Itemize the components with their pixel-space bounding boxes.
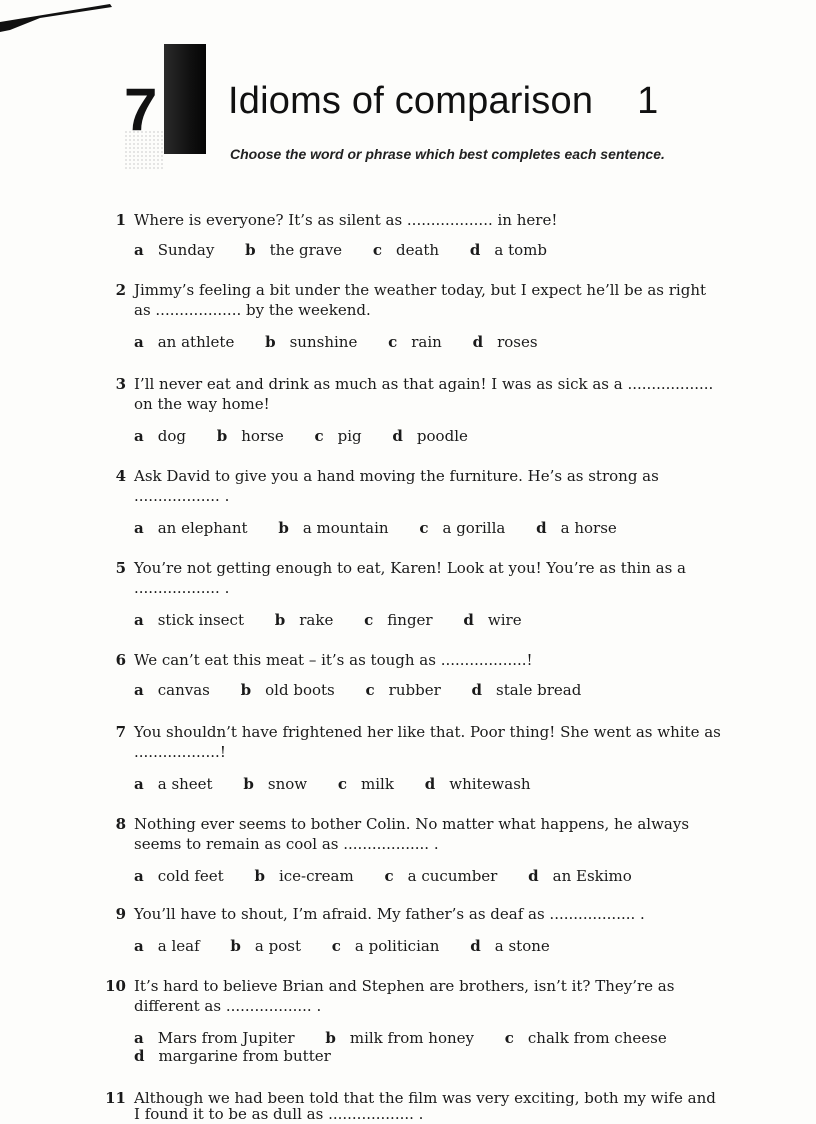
question-number: 3 xyxy=(115,375,126,393)
option-text: Mars from Jupiter xyxy=(157,1029,295,1047)
question-number: 8 xyxy=(115,815,126,833)
question-line: .................. . xyxy=(134,579,230,597)
option-a[interactable] xyxy=(134,240,214,260)
option-b[interactable] xyxy=(325,1028,474,1048)
option-text: death xyxy=(395,241,440,259)
question-number: 11 xyxy=(105,1089,126,1107)
question-line: Although we had been told that the film was very exciting, both my wife and xyxy=(134,1089,716,1107)
option-letter: a xyxy=(134,937,144,955)
option-text: an Eskimo xyxy=(552,867,632,885)
unit-part: 1 xyxy=(637,80,659,122)
options-row xyxy=(134,680,607,700)
unit-number-block xyxy=(124,44,206,154)
option-letter: d xyxy=(469,241,481,259)
options-row xyxy=(134,1046,357,1066)
option-a[interactable] xyxy=(134,680,210,700)
option-letter: d xyxy=(470,937,481,955)
option-text: a horse xyxy=(560,519,617,537)
scan-corner-mark xyxy=(0,0,120,40)
option-text: ice-cream xyxy=(278,867,354,885)
option-d[interactable] xyxy=(528,866,632,886)
question-line: We can’t eat this meat – it’s as tough as ..................! xyxy=(134,651,533,669)
option-c[interactable] xyxy=(505,1028,667,1048)
option-b[interactable] xyxy=(254,866,353,886)
unit-number: 7 xyxy=(124,76,156,143)
option-b[interactable] xyxy=(275,610,334,630)
question-line: Jimmy’s feeling a bit under the weather today, but I expect he’ll be as right xyxy=(134,281,707,299)
option-letter: c xyxy=(384,867,394,885)
option-text: margarine from butter xyxy=(158,1047,331,1065)
question-number: 5 xyxy=(115,559,126,577)
question-number: 9 xyxy=(115,905,126,923)
option-text: stick insect xyxy=(157,611,244,629)
option-d[interactable] xyxy=(470,936,550,956)
question-number: 2 xyxy=(115,281,126,299)
option-letter: c xyxy=(372,241,382,259)
option-c[interactable] xyxy=(385,866,498,886)
option-letter: a xyxy=(134,611,144,629)
question-number: 10 xyxy=(105,977,126,995)
option-c[interactable] xyxy=(388,332,442,352)
option-letter: c xyxy=(337,775,348,793)
question-line: seems to remain as cool as .................. . xyxy=(134,835,439,853)
option-letter: b xyxy=(216,427,228,445)
option-letter: c xyxy=(504,1029,514,1047)
option-text: a mountain xyxy=(302,519,389,537)
options-row xyxy=(134,426,494,446)
question-6 xyxy=(104,650,784,704)
question-line: Ask David to give you a hand moving the furniture. He’s as strong as xyxy=(134,467,659,485)
option-b[interactable] xyxy=(265,332,357,352)
question-2 xyxy=(104,280,784,356)
question-3 xyxy=(104,374,784,450)
options-row xyxy=(134,866,658,886)
option-letter: b xyxy=(230,937,241,955)
option-letter: d xyxy=(471,681,483,699)
page-title xyxy=(228,80,659,123)
option-letter: b xyxy=(245,241,256,259)
question-line: Nothing ever seems to bother Colin. No matter what happens, he always xyxy=(134,815,690,833)
option-letter: b xyxy=(254,867,265,885)
option-b[interactable] xyxy=(217,426,284,446)
option-text: a post xyxy=(254,937,301,955)
option-text: a gorilla xyxy=(442,519,506,537)
option-text: roses xyxy=(497,333,538,351)
option-letter: c xyxy=(365,681,375,699)
option-text: whitewash xyxy=(449,775,531,793)
option-text: chalk from cheese xyxy=(527,1029,667,1047)
question-line: as .................. by the weekend. xyxy=(134,301,371,319)
option-text: the grave xyxy=(269,241,343,259)
option-c[interactable] xyxy=(314,426,361,446)
question-line: I’ll never eat and drink as much as that again! I was as sick as a .................. xyxy=(134,375,714,393)
option-d[interactable] xyxy=(536,518,617,538)
question-11 xyxy=(104,1088,784,1122)
question-line: Where is everyone? It’s as silent as .................. in here! xyxy=(134,211,558,229)
option-letter: a xyxy=(134,427,144,445)
option-b[interactable] xyxy=(243,774,307,794)
question-number: 1 xyxy=(115,211,126,229)
option-a[interactable] xyxy=(134,936,200,956)
option-letter: d xyxy=(536,519,547,537)
options-row xyxy=(134,240,573,260)
option-a[interactable] xyxy=(134,866,224,886)
option-letter: d xyxy=(463,611,474,629)
option-letter: b xyxy=(278,519,289,537)
option-text: cold feet xyxy=(157,867,224,885)
option-letter: b xyxy=(274,611,286,629)
option-text: an elephant xyxy=(157,519,248,537)
question-number: 4 xyxy=(115,467,126,485)
option-c[interactable] xyxy=(366,680,441,700)
option-a[interactable] xyxy=(134,1028,295,1048)
option-text: a cucumber xyxy=(407,867,498,885)
option-letter: c xyxy=(364,611,374,629)
question-5 xyxy=(104,558,784,634)
option-letter: a xyxy=(134,867,144,885)
options-row xyxy=(134,518,643,538)
option-letter: d xyxy=(528,867,539,885)
option-letter: b xyxy=(325,1029,336,1047)
option-text: stale bread xyxy=(496,681,582,699)
option-letter: b xyxy=(243,775,254,793)
option-a[interactable] xyxy=(134,518,248,538)
question-line: ..................! xyxy=(134,743,226,761)
question-line: It’s hard to believe Brian and Stephen are brothers, isn’t it? They’re as xyxy=(134,977,675,995)
option-c[interactable] xyxy=(332,936,440,956)
option-letter: a xyxy=(134,1029,144,1047)
option-text: old boots xyxy=(265,681,335,699)
option-a[interactable] xyxy=(134,332,234,352)
question-8 xyxy=(104,814,784,890)
option-c[interactable] xyxy=(338,774,394,794)
option-text: horse xyxy=(241,427,284,445)
option-a[interactable] xyxy=(134,426,186,446)
option-letter: c xyxy=(388,333,398,351)
option-d[interactable] xyxy=(472,680,582,700)
option-text: snow xyxy=(267,775,308,793)
question-line: You shouldn’t have frightened her like that. Poor thing! She went as white as xyxy=(134,723,721,741)
option-b[interactable] xyxy=(230,936,301,956)
option-d[interactable] xyxy=(473,332,538,352)
option-d[interactable] xyxy=(463,610,521,630)
question-line: .................. . xyxy=(134,487,230,505)
option-c[interactable] xyxy=(364,610,432,630)
option-letter: a xyxy=(134,519,144,537)
option-text: dog xyxy=(157,427,186,445)
option-a[interactable] xyxy=(134,610,244,630)
option-text: a politician xyxy=(354,937,440,955)
option-text: Sunday xyxy=(157,241,215,259)
option-c[interactable] xyxy=(419,518,505,538)
option-letter: c xyxy=(419,519,429,537)
question-9 xyxy=(104,904,784,958)
option-text: rubber xyxy=(388,681,441,699)
option-letter: c xyxy=(331,937,341,955)
option-text: a stone xyxy=(494,937,550,955)
unit-title: Idioms of comparison xyxy=(228,80,594,122)
option-text: poodle xyxy=(416,427,468,445)
question-line: on the way home! xyxy=(134,395,270,413)
option-letter: a xyxy=(134,241,144,259)
question-number: 7 xyxy=(115,723,126,741)
option-text: a tomb xyxy=(494,241,547,259)
option-d[interactable] xyxy=(134,1046,331,1066)
option-letter: c xyxy=(314,427,324,445)
option-text: an athlete xyxy=(157,333,235,351)
option-letter: a xyxy=(134,775,144,793)
option-text: finger xyxy=(387,611,433,629)
question-line: I found it to be as dull as .................. . xyxy=(134,1105,424,1123)
options-row xyxy=(134,1028,693,1048)
option-c[interactable] xyxy=(373,240,439,260)
options-row xyxy=(134,610,548,630)
question-line: You’re not getting enough to eat, Karen! Look at you! You’re as thin as a xyxy=(134,559,686,577)
instructions: Choose the word or phrase which best completes each sentence. xyxy=(230,146,665,162)
option-d[interactable] xyxy=(425,774,531,794)
options-row xyxy=(134,936,576,956)
option-a[interactable] xyxy=(134,774,213,794)
option-letter: a xyxy=(134,681,144,699)
option-letter: b xyxy=(265,333,276,351)
option-letter: d xyxy=(424,775,436,793)
question-number: 6 xyxy=(115,651,126,669)
option-letter: b xyxy=(240,681,252,699)
option-text: rake xyxy=(299,611,334,629)
unit-number-slab xyxy=(164,44,206,154)
question-7 xyxy=(104,722,784,798)
options-row xyxy=(134,774,557,794)
question-1 xyxy=(104,210,784,264)
option-b[interactable] xyxy=(241,680,335,700)
question-line: You’ll have to shout, I’m afraid. My father’s as deaf as .................. . xyxy=(134,905,645,923)
option-d[interactable] xyxy=(392,426,467,446)
option-b[interactable] xyxy=(278,518,388,538)
option-text: canvas xyxy=(157,681,210,699)
option-text: milk from honey xyxy=(349,1029,474,1047)
option-letter: a xyxy=(134,333,144,351)
option-text: a leaf xyxy=(157,937,200,955)
option-text: pig xyxy=(337,427,362,445)
option-text: rain xyxy=(411,333,442,351)
option-text: wire xyxy=(487,611,522,629)
question-4 xyxy=(104,466,784,542)
option-letter: d xyxy=(472,333,484,351)
question-line: different as .................. . xyxy=(134,997,322,1015)
option-d[interactable] xyxy=(470,240,547,260)
question-10 xyxy=(104,976,784,1068)
option-letter: d xyxy=(392,427,403,445)
options-row xyxy=(134,332,564,352)
option-text: milk xyxy=(361,775,394,793)
option-b[interactable] xyxy=(245,240,342,260)
option-letter: d xyxy=(134,1047,145,1065)
option-text: sunshine xyxy=(289,333,358,351)
option-text: a sheet xyxy=(157,775,213,793)
